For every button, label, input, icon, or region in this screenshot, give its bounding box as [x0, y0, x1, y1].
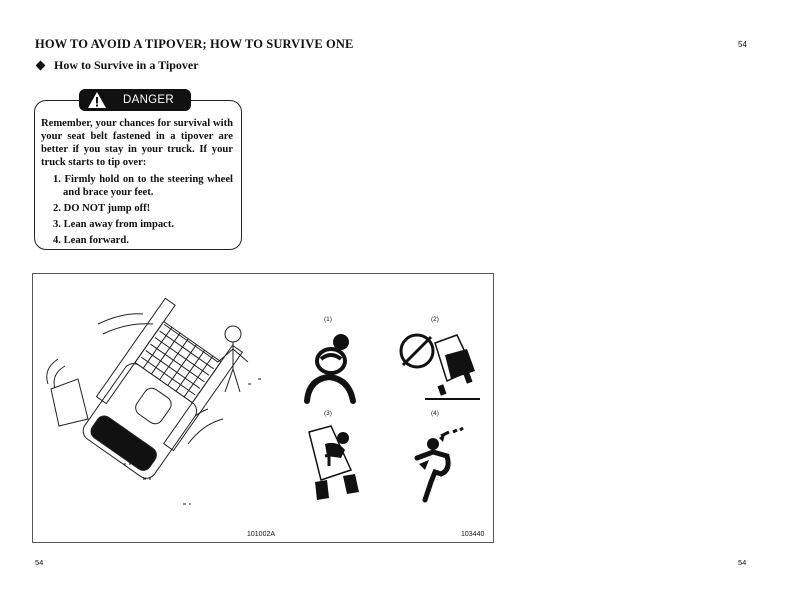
panel-caption-2: (2): [431, 316, 439, 323]
do-not-jump-icon: [395, 329, 485, 409]
hold-steering-wheel-icon: [301, 329, 361, 409]
danger-word: DANGER: [123, 94, 175, 106]
page-number-top: 54: [738, 40, 747, 49]
page-number-bottom-right: 54: [738, 558, 747, 567]
danger-steps: [41, 173, 233, 247]
panel-caption-1: (1): [324, 316, 332, 323]
lean-forward-icon: [411, 422, 471, 504]
page-number-bottom-left: 54: [35, 558, 44, 567]
tipover-figure: [32, 273, 494, 543]
lean-away-icon: [305, 422, 365, 504]
danger-label: [79, 89, 191, 111]
danger-intro: Remember, your chances for survival with your seat belt fastened in a tipover are better if you stay in your truck. If your truck starts to tip over:: [41, 118, 233, 168]
figure-code-left: 101002A: [247, 531, 276, 538]
danger-step: 1. Firmly hold on to the steering wheel and brace your feet.: [53, 174, 233, 198]
warning-triangle-icon: [87, 91, 107, 109]
danger-step: 3. Lean away from impact.: [53, 219, 175, 230]
figure-code-right: 103440: [461, 531, 485, 538]
diamond-bullet-icon: [36, 61, 46, 71]
panel-caption-4: (4): [431, 410, 439, 417]
panel-caption-3: (3): [324, 410, 332, 417]
page-title: HOW TO AVOID A TIPOVER; HOW TO SURVIVE ONE: [35, 37, 354, 51]
section-subtitle: [35, 58, 199, 73]
danger-step: 2. DO NOT jump off!: [53, 203, 151, 214]
subtitle-text: How to Survive in a Tipover: [54, 58, 199, 72]
danger-text: [41, 117, 233, 250]
danger-step: 4. Lean forward.: [53, 235, 129, 246]
